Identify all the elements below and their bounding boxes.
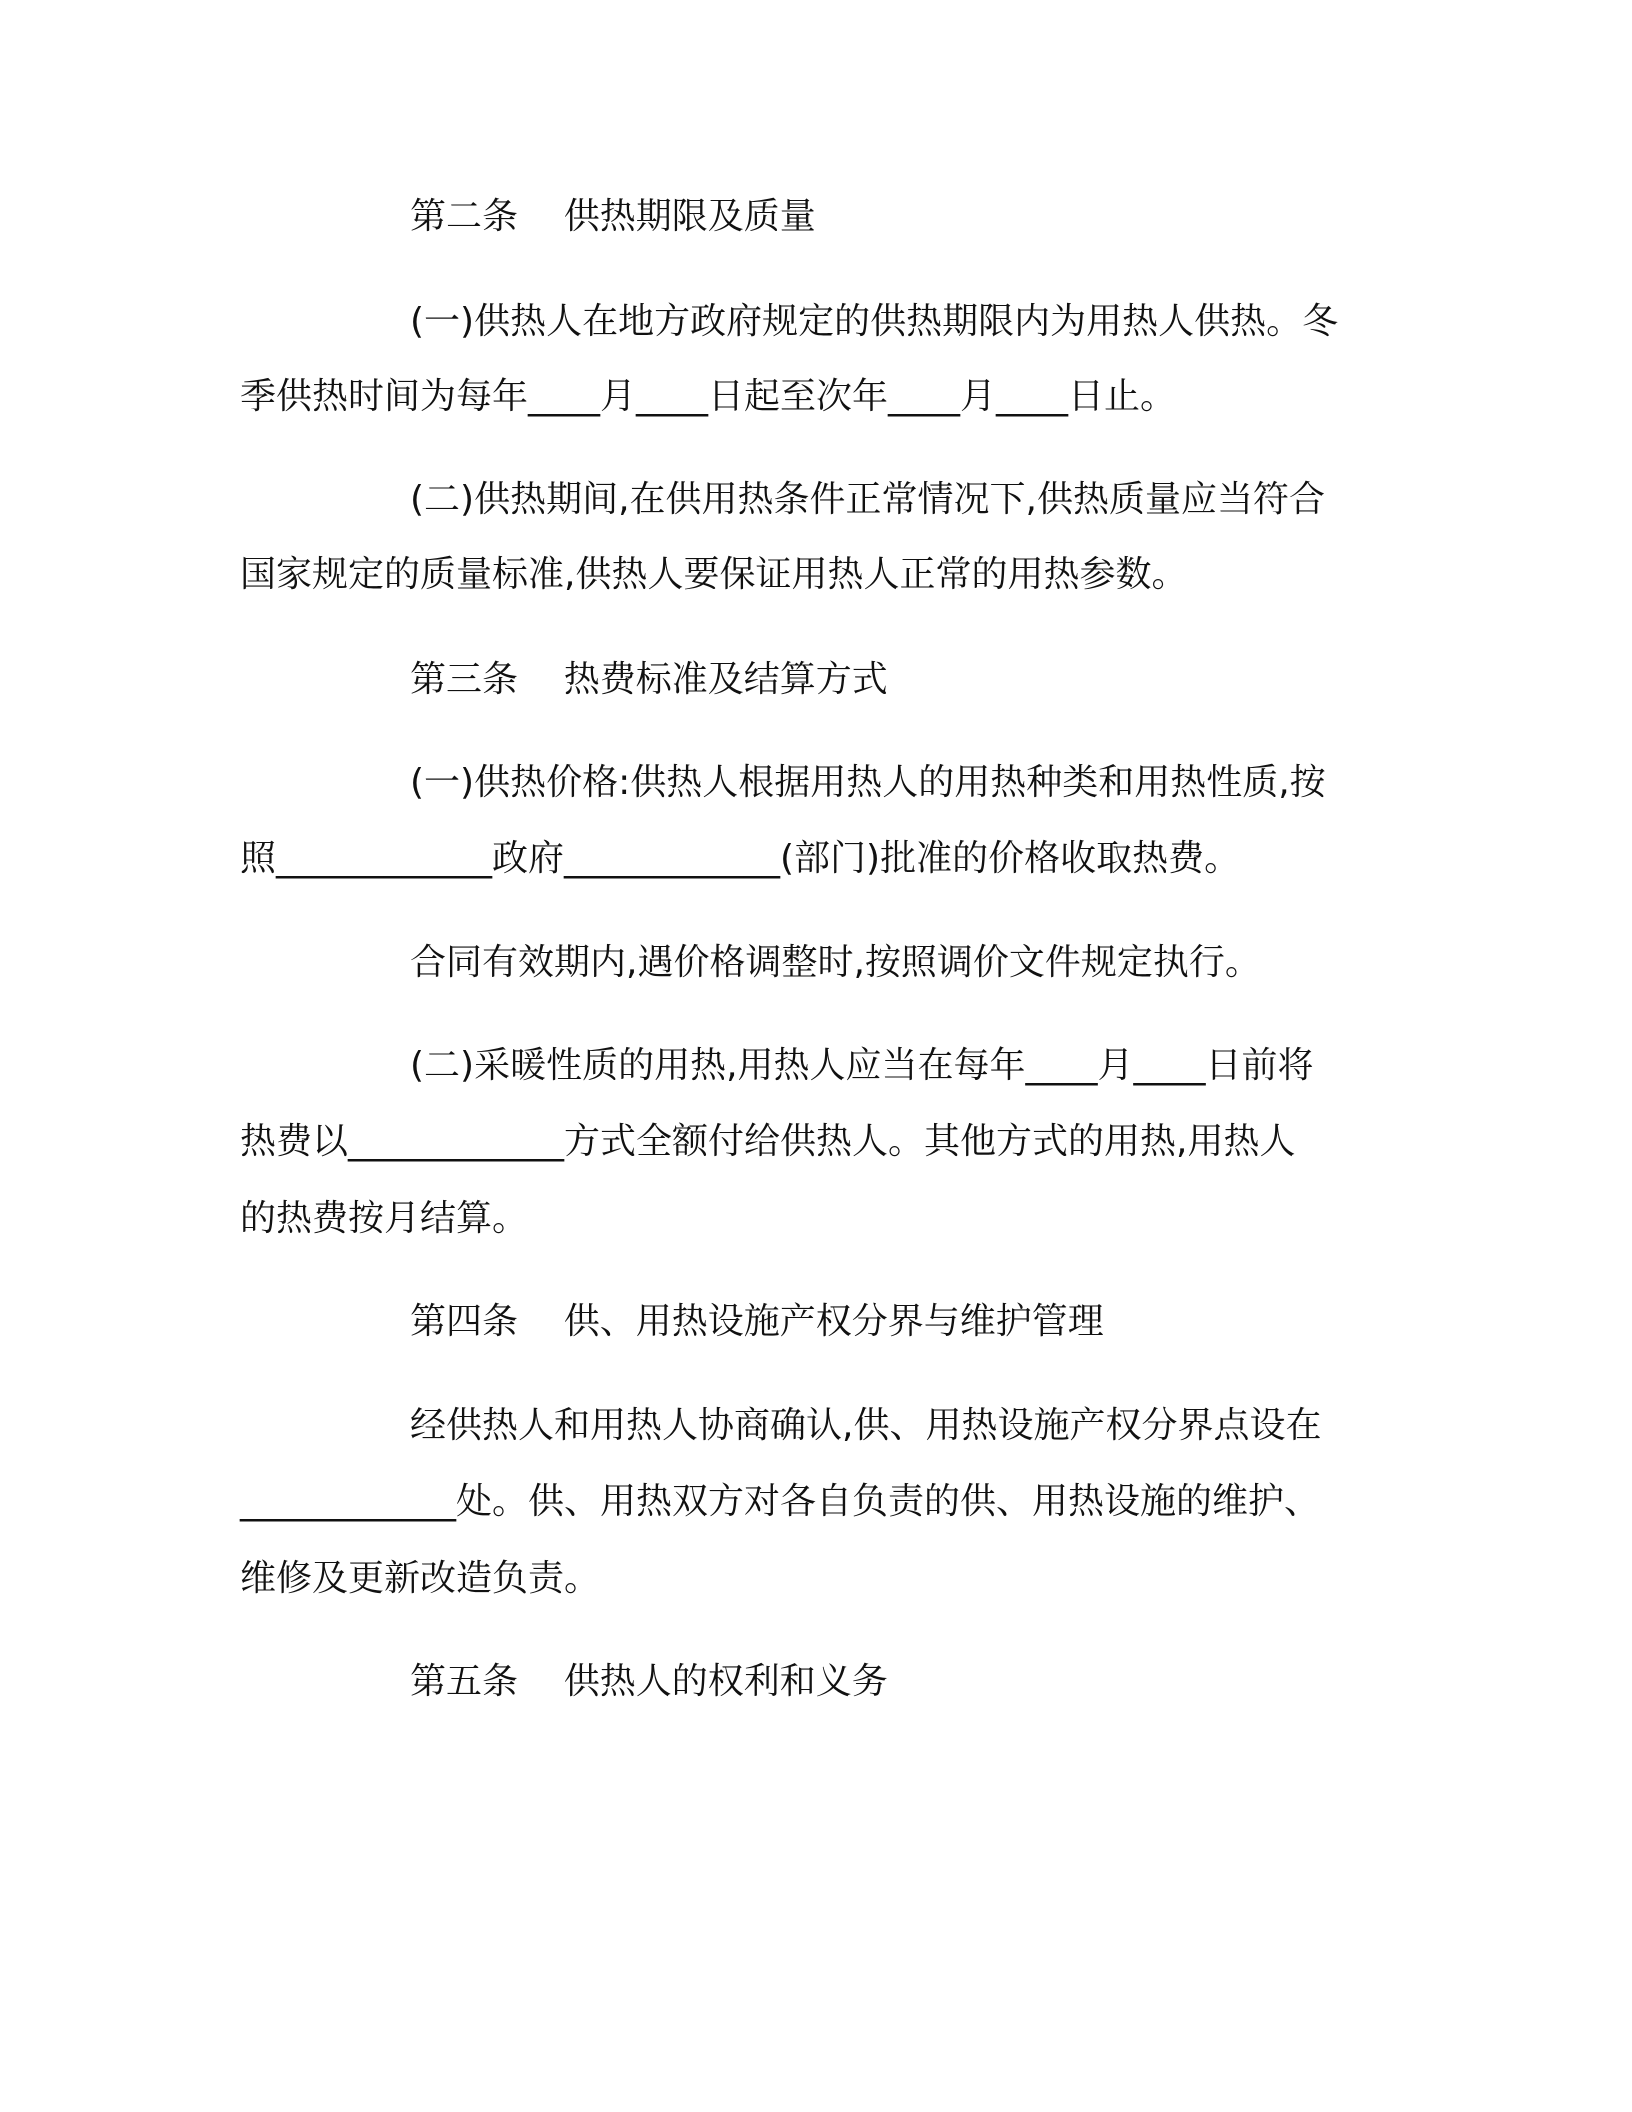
article-3-item-2-line-2: 热费以____________方式全额付给供热人。其他方式的用热,用热人: [240, 1121, 1296, 1162]
article-4-para-line-2: ____________处。供、用热双方对各自负责的供、用热设施的维护、: [240, 1481, 1321, 1522]
article-4-heading: 第四条 供、用热设施产权分界与维护管理: [410, 1301, 1104, 1342]
article-2-item-2-line-2: 国家规定的质量标准,供热人要保证用热人正常的用热参数。: [240, 554, 1188, 595]
article-4-para-line-3: 维修及更新改造负责。: [240, 1558, 601, 1599]
article-3-item-1-line-2: 照____________政府____________(部门)批准的价格收取热费。: [240, 838, 1241, 879]
article-2-heading: 第二条 供热期限及质量: [410, 196, 816, 237]
article-5-heading: 第五条 供热人的权利和义务: [410, 1661, 888, 1702]
article-4-para-line-1: 经供热人和用热人协商确认,供、用热设施产权分界点设在: [410, 1405, 1322, 1446]
article-2-item-2-line-1: (二)供热期间,在供用热条件正常情况下,供热质量应当符合: [410, 479, 1325, 520]
article-3-item-2-line-3: 的热费按月结算。: [240, 1198, 529, 1239]
article-2-item-1-line-1: (一)供热人在地方政府规定的供热期限内为用热人供热。冬: [410, 301, 1339, 342]
article-3-item-1-line-1: (一)供热价格:供热人根据用热人的用热种类和用热性质,按: [410, 762, 1326, 803]
article-2-item-1-line-2: 季供热时间为每年____月____日起至次年____月____日止。: [240, 376, 1177, 417]
article-3-adjust-line: 合同有效期内,遇价格调整时,按照调价文件规定执行。: [410, 942, 1261, 983]
article-3-item-2-line-1: (二)采暖性质的用热,用热人应当在每年____月____日前将: [410, 1045, 1314, 1086]
article-3-heading: 第三条 热费标准及结算方式: [410, 659, 888, 700]
